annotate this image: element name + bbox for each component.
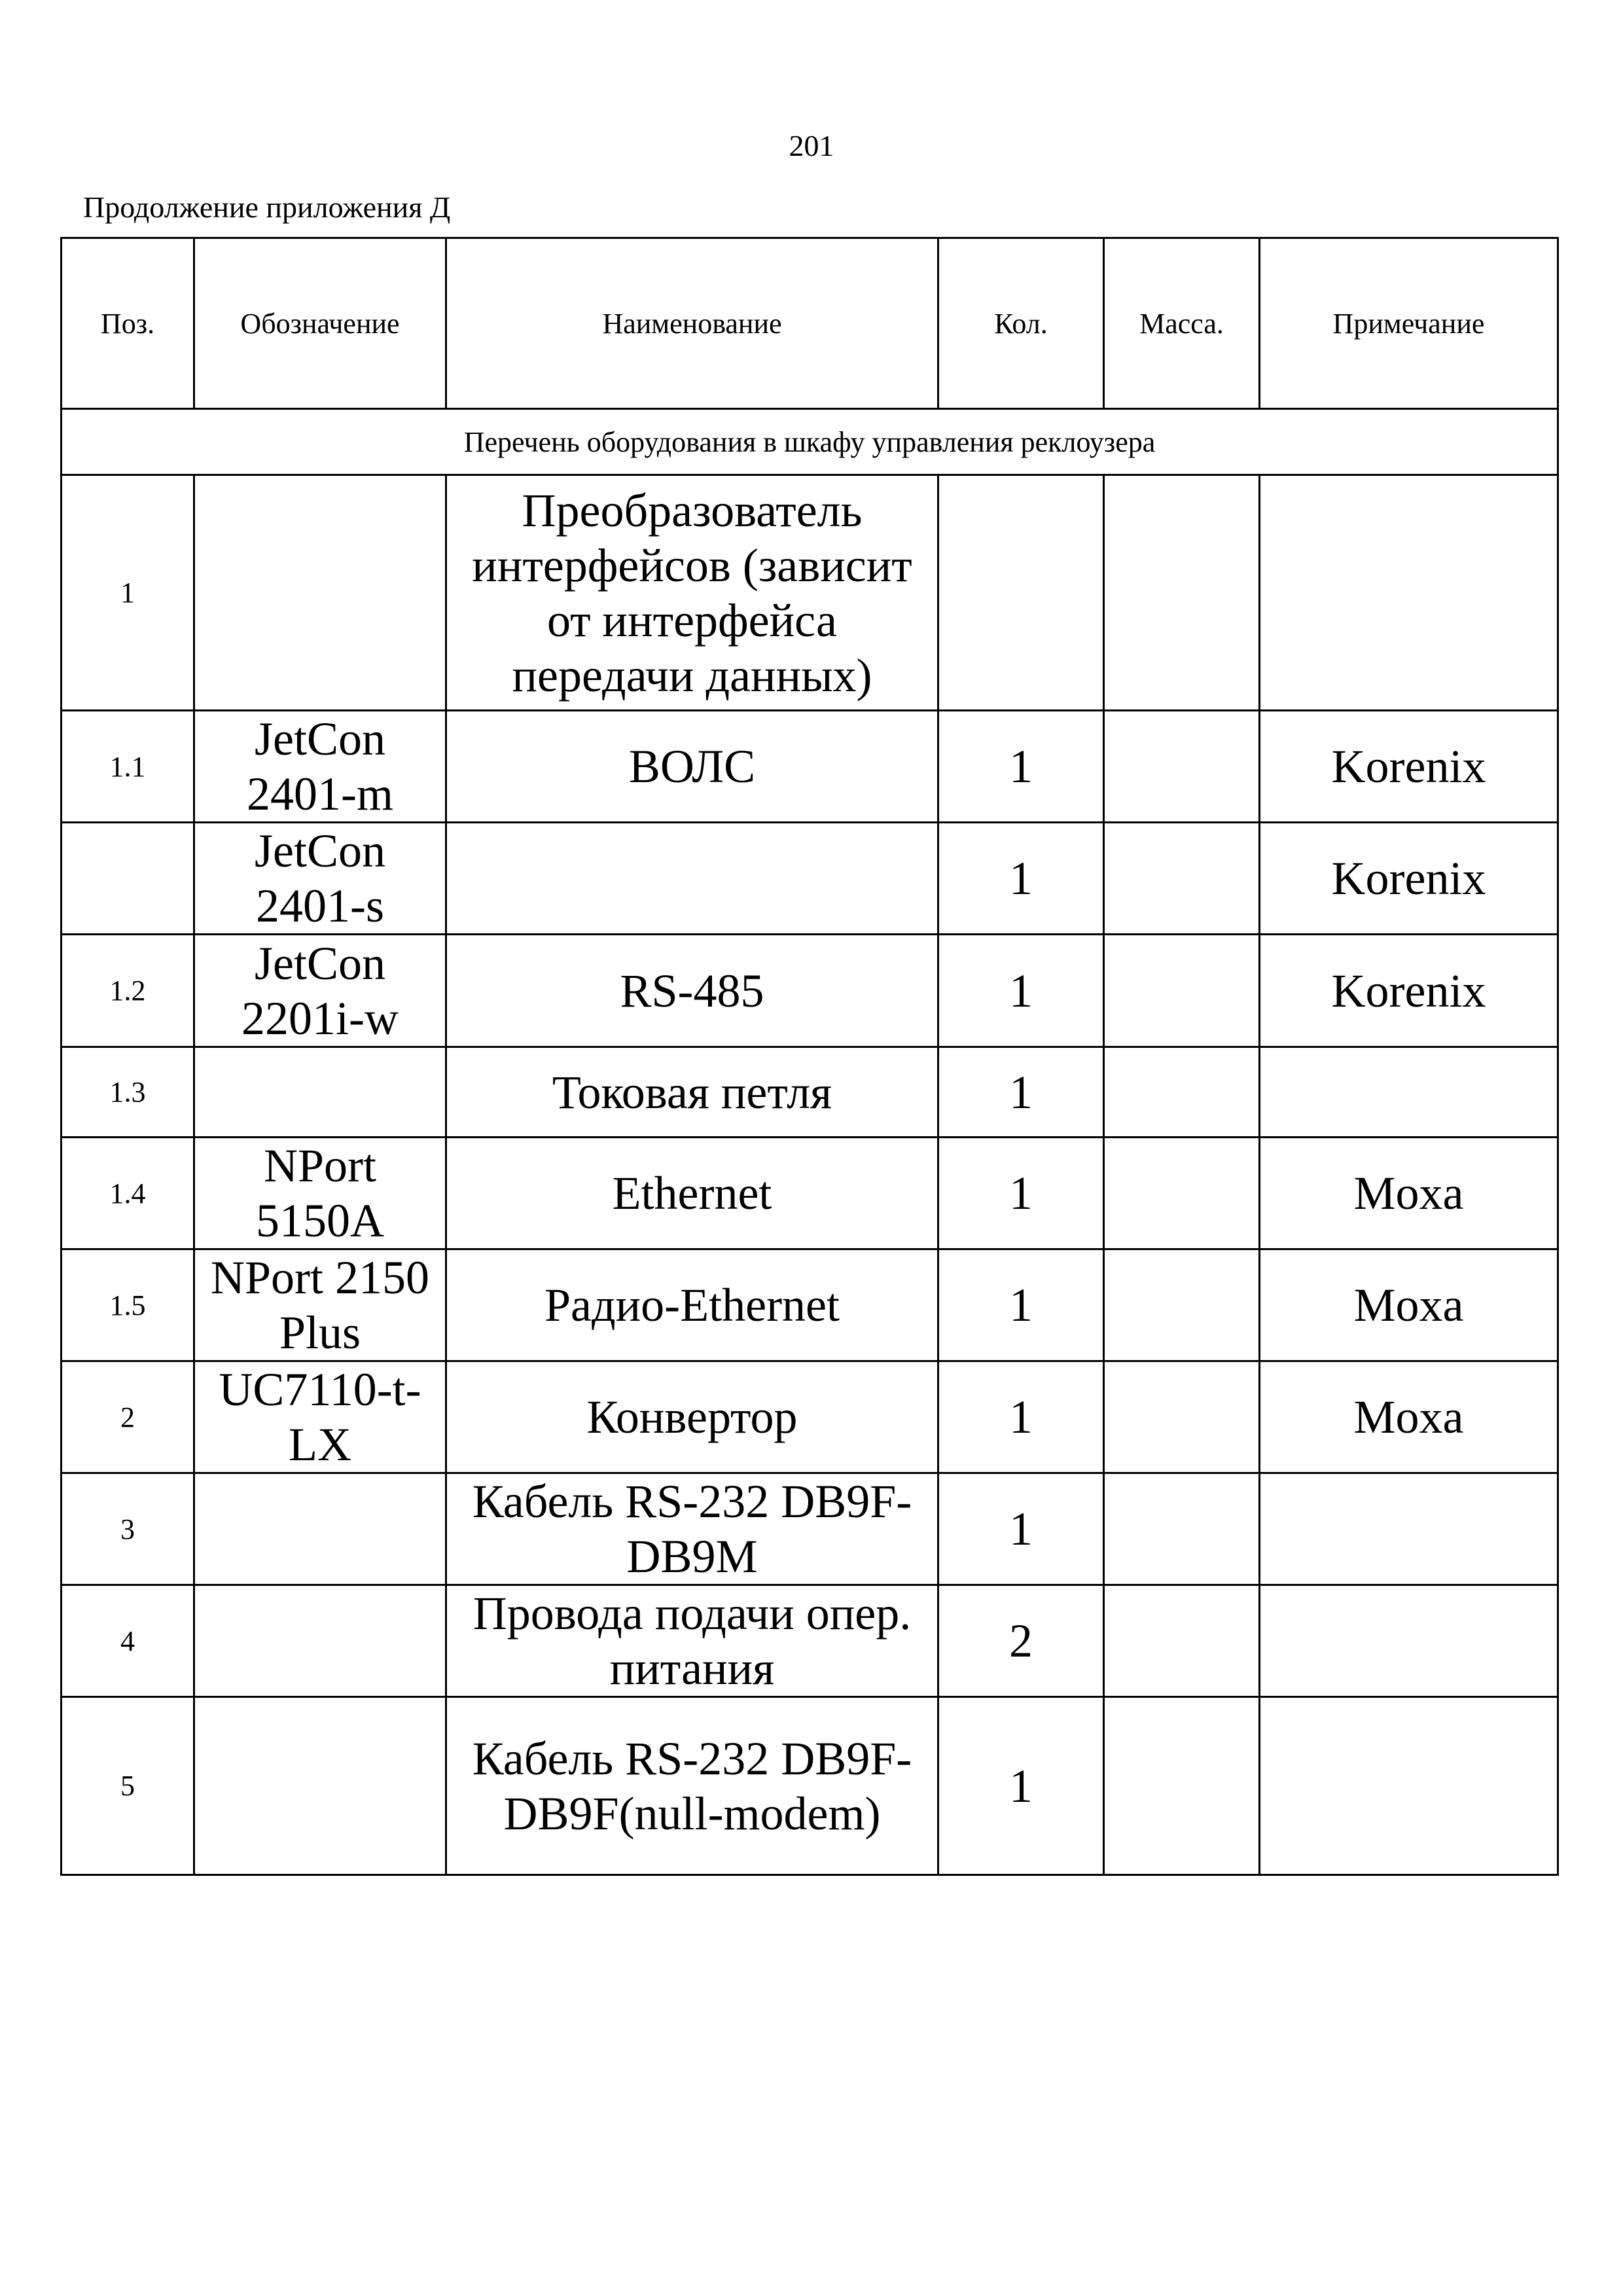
cell-note: Moxa — [1260, 1138, 1558, 1249]
cell-name: ВОЛС — [446, 711, 938, 823]
cell-designation — [194, 1473, 446, 1585]
table-row — [62, 1249, 1558, 1361]
cell-qty: 1 — [938, 823, 1104, 935]
cell-note: Korenix — [1260, 935, 1558, 1047]
cell-pos: 1.4 — [62, 1138, 194, 1249]
table-row — [62, 1138, 1558, 1249]
table-row — [62, 475, 1558, 711]
cell-pos — [62, 823, 194, 935]
section-row — [62, 409, 1558, 475]
header-qty: Кол. — [938, 238, 1104, 409]
cell-designation: JetCon 2401-m — [194, 711, 446, 823]
cell-name: Кабель RS-232 DB9F-DB9F(null-modem) — [446, 1697, 938, 1875]
cell-designation — [194, 1585, 446, 1697]
section-title: Перечень оборудования в шкафу управления реклоузера — [62, 409, 1558, 475]
cell-qty: 1 — [938, 711, 1104, 823]
cell-pos: 1 — [62, 475, 194, 711]
cell-qty: 1 — [938, 1047, 1104, 1138]
cell-name: Радио-Ethernet — [446, 1249, 938, 1361]
cell-mass — [1104, 1249, 1260, 1361]
cell-mass — [1104, 1138, 1260, 1249]
cell-designation: NPort 2150 Plus — [194, 1249, 446, 1361]
cell-mass — [1104, 475, 1260, 711]
cell-name: Токовая петля — [446, 1047, 938, 1138]
cell-pos: 2 — [62, 1361, 194, 1473]
table-row — [62, 1047, 1558, 1138]
table-row — [62, 1473, 1558, 1585]
header-note: Примечание — [1260, 238, 1558, 409]
cell-designation: JetCon 2401-s — [194, 823, 446, 935]
cell-note: Korenix — [1260, 823, 1558, 935]
cell-name: Преобразователь интерфейсов (зависит от интерфейса передачи данных) — [446, 475, 938, 711]
cell-qty — [938, 475, 1104, 711]
table-row — [62, 711, 1558, 823]
cell-note — [1260, 1585, 1558, 1697]
table-row — [62, 1361, 1558, 1473]
cell-qty: 1 — [938, 1249, 1104, 1361]
cell-mass — [1104, 1697, 1260, 1875]
header-mass: Масса. — [1104, 238, 1260, 409]
cell-designation: NPort 5150A — [194, 1138, 446, 1249]
cell-designation — [194, 1047, 446, 1138]
table-row — [62, 1697, 1558, 1875]
table-header-row — [62, 238, 1558, 409]
cell-qty: 1 — [938, 1138, 1104, 1249]
cell-mass — [1104, 1585, 1260, 1697]
cell-pos: 4 — [62, 1585, 194, 1697]
cell-name — [446, 823, 938, 935]
cell-pos: 1.2 — [62, 935, 194, 1047]
table-row — [62, 1585, 1558, 1697]
cell-name: Кабель RS-232 DB9F-DB9M — [446, 1473, 938, 1585]
cell-mass — [1104, 935, 1260, 1047]
cell-pos: 1.1 — [62, 711, 194, 823]
cell-note: Korenix — [1260, 711, 1558, 823]
cell-qty: 1 — [938, 1697, 1104, 1875]
cell-name: Ethernet — [446, 1138, 938, 1249]
page-number: 201 — [789, 129, 834, 162]
cell-mass — [1104, 1473, 1260, 1585]
cell-designation — [194, 475, 446, 711]
appendix-caption: Продолжение приложения Д — [83, 190, 451, 224]
cell-qty: 1 — [938, 1361, 1104, 1473]
cell-qty: 1 — [938, 1473, 1104, 1585]
cell-designation — [194, 1697, 446, 1875]
cell-name: Провода подачи опер. питания — [446, 1585, 938, 1697]
cell-name: RS-485 — [446, 935, 938, 1047]
cell-qty: 2 — [938, 1585, 1104, 1697]
cell-qty: 1 — [938, 935, 1104, 1047]
cell-pos: 1.3 — [62, 1047, 194, 1138]
cell-note — [1260, 1697, 1558, 1875]
cell-pos: 5 — [62, 1697, 194, 1875]
cell-pos: 1.5 — [62, 1249, 194, 1361]
header-pos: Поз. — [62, 238, 194, 409]
cell-pos: 3 — [62, 1473, 194, 1585]
cell-note — [1260, 475, 1558, 711]
cell-designation: UC7110-t-LX — [194, 1361, 446, 1473]
cell-note — [1260, 1047, 1558, 1138]
cell-note: Moxa — [1260, 1361, 1558, 1473]
cell-designation: JetCon 2201i-w — [194, 935, 446, 1047]
cell-mass — [1104, 823, 1260, 935]
cell-mass — [1104, 1361, 1260, 1473]
header-designation: Обозначение — [194, 238, 446, 409]
table-row — [62, 935, 1558, 1047]
table-row — [62, 823, 1558, 935]
cell-name: Конвертор — [446, 1361, 938, 1473]
header-name: Наименование — [446, 238, 938, 409]
cell-note: Moxa — [1260, 1249, 1558, 1361]
cell-mass — [1104, 1047, 1260, 1138]
equipment-table — [60, 237, 1559, 1876]
cell-mass — [1104, 711, 1260, 823]
cell-note — [1260, 1473, 1558, 1585]
